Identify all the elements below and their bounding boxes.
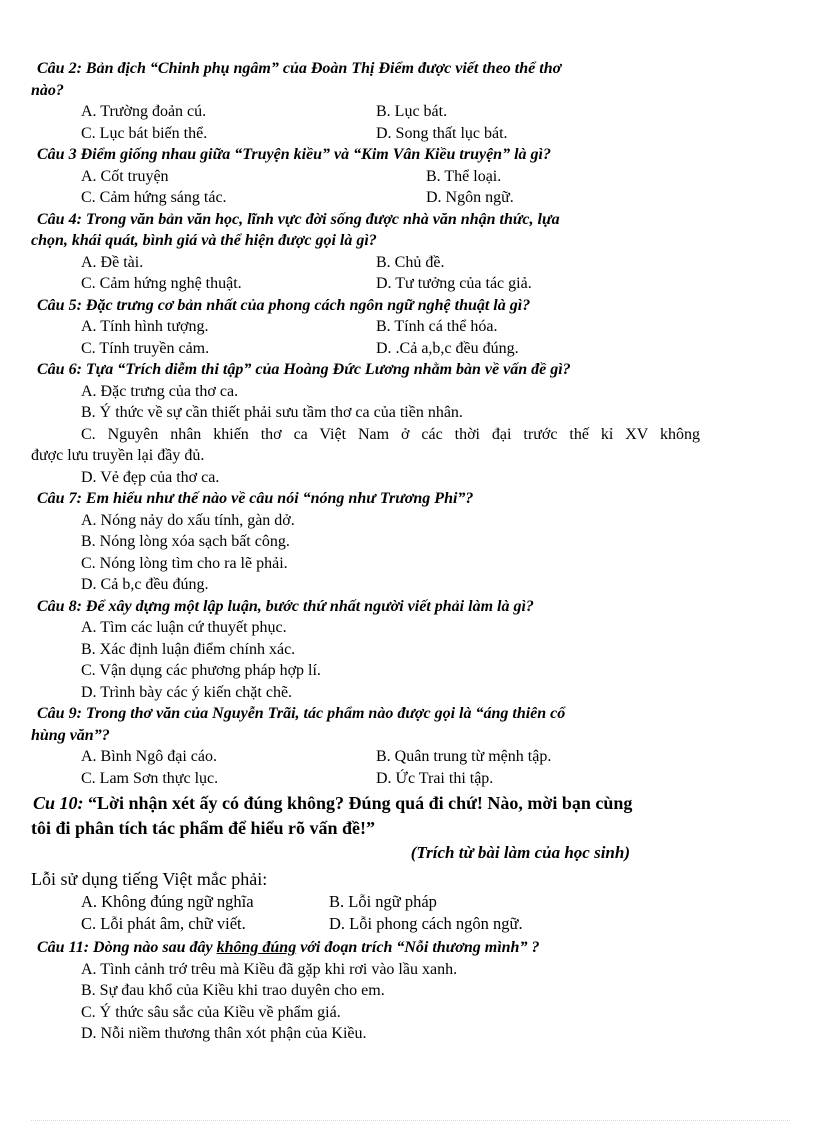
q7-option-d[interactable]: D. Cả b,c đều đúng. [81,576,209,593]
question-11-title [31,937,700,959]
q8-option-a[interactable]: A. Tìm các luận cứ thuyết phục. [81,619,287,636]
question-2-title-line1: Câu 2: Bản địch “Chinh phụ ngâm” của Đoàn Thị Điểm được viết theo thể thơ [37,60,562,77]
q9-option-b[interactable]: B. Quân trung từ mệnh tập. [376,748,552,765]
q4-option-c[interactable]: C. Cảm hứng nghệ thuật. [81,275,242,292]
q11-option-d[interactable]: D. Nỗi niềm thương thân xót phận của Kiều. [81,1025,367,1042]
question-10-label: Cu 10: [33,793,84,813]
q7-option-b[interactable]: B. Nóng lòng xóa sạch bất công. [81,533,290,550]
q4-option-a[interactable]: A. Đề tài. [81,253,144,271]
q5-option-b[interactable]: B. Tính cá thể hóa. [376,318,498,335]
question-3-title [31,144,700,166]
q2-option-d[interactable]: D. Song thất lục bát. [376,124,508,142]
question-2-options [31,101,700,144]
question-7-options [31,510,700,596]
question-2-title [31,58,700,101]
question-10-quote-line1: “Lời nhận xét ấy có đúng không? Đúng quá đi chứ! Nào, mời bạn cùng [88,793,633,813]
q3-option-a[interactable]: A. Cốt truyện [81,167,169,185]
question-5-title [31,295,700,317]
q10-option-c[interactable]: C. Lỗi phát âm, chữ viết. [81,914,246,933]
q4-option-d[interactable]: D. Tư tưởng của tác giả. [376,275,532,292]
q5-option-c[interactable]: C. Tính truyền cảm. [81,339,210,357]
page-bottom-divider [31,1120,790,1121]
q3-option-c[interactable]: C. Cảm hứng sáng tác. [81,189,227,206]
question-3-title-text: Câu 3 Điểm giống nhau giữa “Truyện kiều” và “Kim Vân Kiều truyện” là gì? [37,146,551,163]
question-10-quote-line2: tôi đi phân tích tác phẩm để hiểu rõ vấn đề!” [31,818,376,838]
q11-option-c[interactable]: C. Ý thức sâu sắc của Kiều về phẩm giá. [81,1003,341,1021]
q5-option-d[interactable]: D. .Cả a,b,c đều đúng. [376,339,519,357]
q2-option-a[interactable]: A. Trường đoản cú. [81,103,207,120]
q6-option-b[interactable]: B. Ý thức về sự cần thiết phải sưu tầm thơ ca của tiền nhân. [81,404,463,421]
q4-option-b[interactable]: B. Chủ đề. [376,253,445,271]
q2-option-b[interactable]: B. Lục bát. [376,103,448,120]
q11-option-b[interactable]: B. Sự đau khổ của Kiều khi trao duyên cho em. [81,982,385,999]
question-5-options [31,316,700,359]
exam-page [31,58,700,1045]
question-11-title-underlined: không đúng [216,939,297,956]
q7-option-a[interactable]: A. Nóng nảy do xấu tính, gàn dở. [81,511,295,529]
question-9-title-line1: Câu 9: Trong thơ văn của Nguyễn Trãi, tác phẩm nào được gọi là “áng thiên cổ [37,705,566,722]
question-9-title-line2: hùng văn”? [31,726,110,744]
question-7-title-text: Câu 7: Em hiểu như thế nào về câu nói “nóng như Trương Phi”? [37,490,474,507]
question-9-options [31,746,700,789]
q10-option-a[interactable]: A. Không đúng ngữ nghĩa [81,892,254,911]
q6-option-a[interactable]: A. Đặc trưng của thơ ca. [81,382,239,400]
question-4-options [31,252,700,295]
q9-option-c[interactable]: C. Lam Sơn thực lục. [81,769,219,787]
question-11-title-post: với đoạn trích “Nỗi thương mình” ? [296,939,540,956]
question-10-quote [31,791,700,841]
q8-option-c[interactable]: C. Vận dụng các phương pháp hợp lí. [81,662,321,679]
q3-option-d[interactable]: D. Ngôn ngữ. [426,189,514,206]
question-2-title-line2: nào? [31,81,64,99]
q10-option-b[interactable]: B. Lỗi ngữ pháp [329,892,437,911]
q8-option-d[interactable]: D. Trình bày các ý kiến chặt chẽ. [81,683,293,701]
question-8-options [31,617,700,703]
question-4-title-line2: chọn, khái quát, bình giá và thể hiện được gọi là gì? [31,232,377,249]
q9-option-a[interactable]: A. Bình Ngô đại cáo. [81,748,217,765]
question-10-prompt: Lỗi sử dụng tiếng Việt mắc phải: [31,869,268,889]
q3-option-b[interactable]: B. Thể loại. [426,167,502,185]
question-6-options [31,381,700,489]
question-4-title [31,209,700,252]
question-5-title-text: Câu 5: Đặc trưng cơ bản nhất của phong cách ngôn ngữ nghệ thuật là gì? [37,296,531,314]
q6-option-c-line1[interactable]: C. Nguyên nhân khiến thơ ca Việt Nam ở các thời đại trước thế kỉ XV không [81,425,700,443]
q8-option-b[interactable]: B. Xác định luận điểm chính xác. [81,640,296,658]
q5-option-a[interactable]: A. Tính hình tượng. [81,318,209,335]
question-3-options [31,166,700,209]
question-11-title-pre: Câu 11: Dòng nào sau đây [37,939,217,956]
question-6-title-text: Câu 6: Tựa “Trích diễm thi tập” của Hoàng Đức Lương nhằm bàn về vấn đề gì? [37,361,571,378]
q6-option-c-line2[interactable]: được lưu truyền lại đầy đủ. [31,447,205,464]
question-9-title [31,703,700,746]
q6-option-d[interactable]: D. Vẻ đẹp của thơ ca. [81,468,220,486]
q11-option-a[interactable]: A. Tình cảnh trớ trêu mà Kiều đã gặp khi rơi vào lầu xanh. [81,960,458,978]
question-8-title [31,596,700,618]
q2-option-c[interactable]: C. Lục bát biến thể. [81,124,208,142]
question-10-source: (Trích từ bài làm của học sinh) [410,843,630,862]
question-7-title [31,488,700,510]
question-11-options [31,959,700,1045]
q7-option-c[interactable]: C. Nóng lòng tìm cho ra lẽ phải. [81,554,288,572]
q10-option-d[interactable]: D. Lỗi phong cách ngôn ngữ. [329,914,523,933]
question-6-title [31,359,700,381]
question-4-title-line1: Câu 4: Trong văn bản văn học, lĩnh vực đời sống được nhà văn nhận thức, lựa [37,210,560,228]
question-10-options [31,891,700,935]
q9-option-d[interactable]: D. Ức Trai thi tập. [376,769,494,787]
question-8-title-text: Câu 8: Để xây dựng một lập luận, bước thứ nhất người viết phải làm là gì? [37,597,534,615]
